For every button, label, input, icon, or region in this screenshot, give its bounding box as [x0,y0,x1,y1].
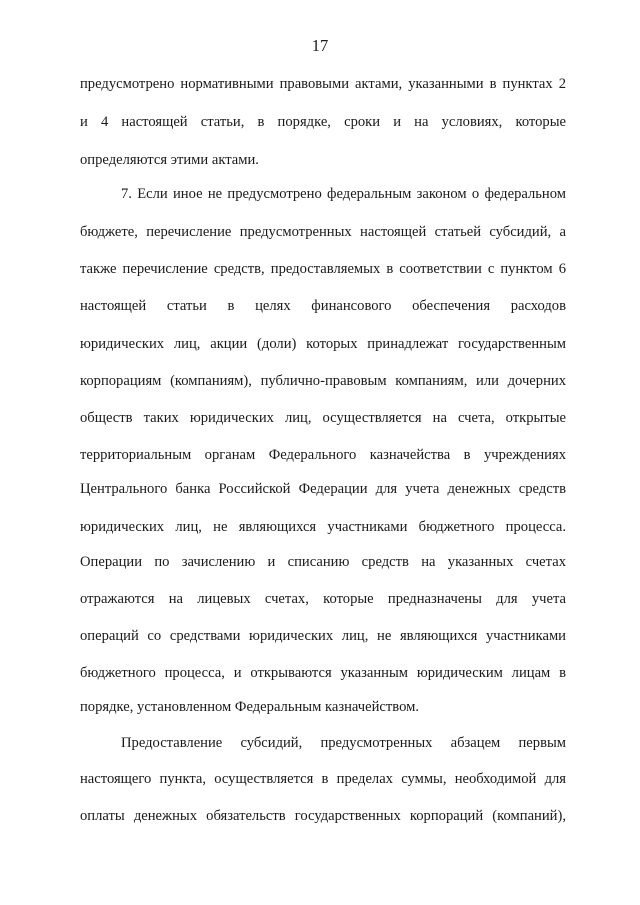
text-line: бюджете, перечисление предусмотренных настоящей статьей субсидий, а [80,224,566,240]
text-line: корпорациям (компаниям), публично-правовым компаниям, или дочерних [80,373,566,389]
text-line: 7. Если иное не предусмотрено федеральным законом о федеральном [121,186,566,202]
text-line: отражаются на лицевых счетах, которые предназначены для учета [80,591,566,607]
text-line: и 4 настоящей статьи, в порядке, сроки и на условиях, которые [80,114,566,130]
text-line: юридических лиц, не являющихся участниками бюджетного процесса. [80,519,566,535]
text-line: бюджетного процесса, и открываются указанным юридическим лицам в [80,665,566,681]
text-line: определяются этими актами. [80,152,259,168]
text-line: Центрального банка Российской Федерации для учета денежных средств [80,481,566,497]
text-line: территориальным органам Федерального казначейства в учреждениях [80,447,566,463]
text-line: настоящей статьи в целях финансового обеспечения расходов [80,298,566,314]
text-line: настоящего пункта, осуществляется в пределах суммы, необходимой для [80,771,566,787]
text-line: Предоставление субсидий, предусмотренных абзацем первым [121,735,566,751]
text-line: обществ таких юридических лиц, осуществляется на счета, открытые [80,410,566,426]
text-line: предусмотрено нормативными правовыми актами, указанными в пунктах 2 [80,76,566,92]
text-line: юридических лиц, акции (доли) которых принадлежат государственным [80,336,566,352]
text-line: Операции по зачислению и списанию средств на указанных счетах [80,554,566,570]
text-line: оплаты денежных обязательств государственных корпораций (компаний), [80,808,566,824]
page-number: 17 [311,36,329,55]
text-line: порядке, установленном Федеральным казначейством. [80,699,419,715]
text-line: также перечисление средств, предоставляемых в соответствии с пунктом 6 [80,261,566,277]
text-line: операций со средствами юридических лиц, не являющихся участниками [80,628,566,644]
